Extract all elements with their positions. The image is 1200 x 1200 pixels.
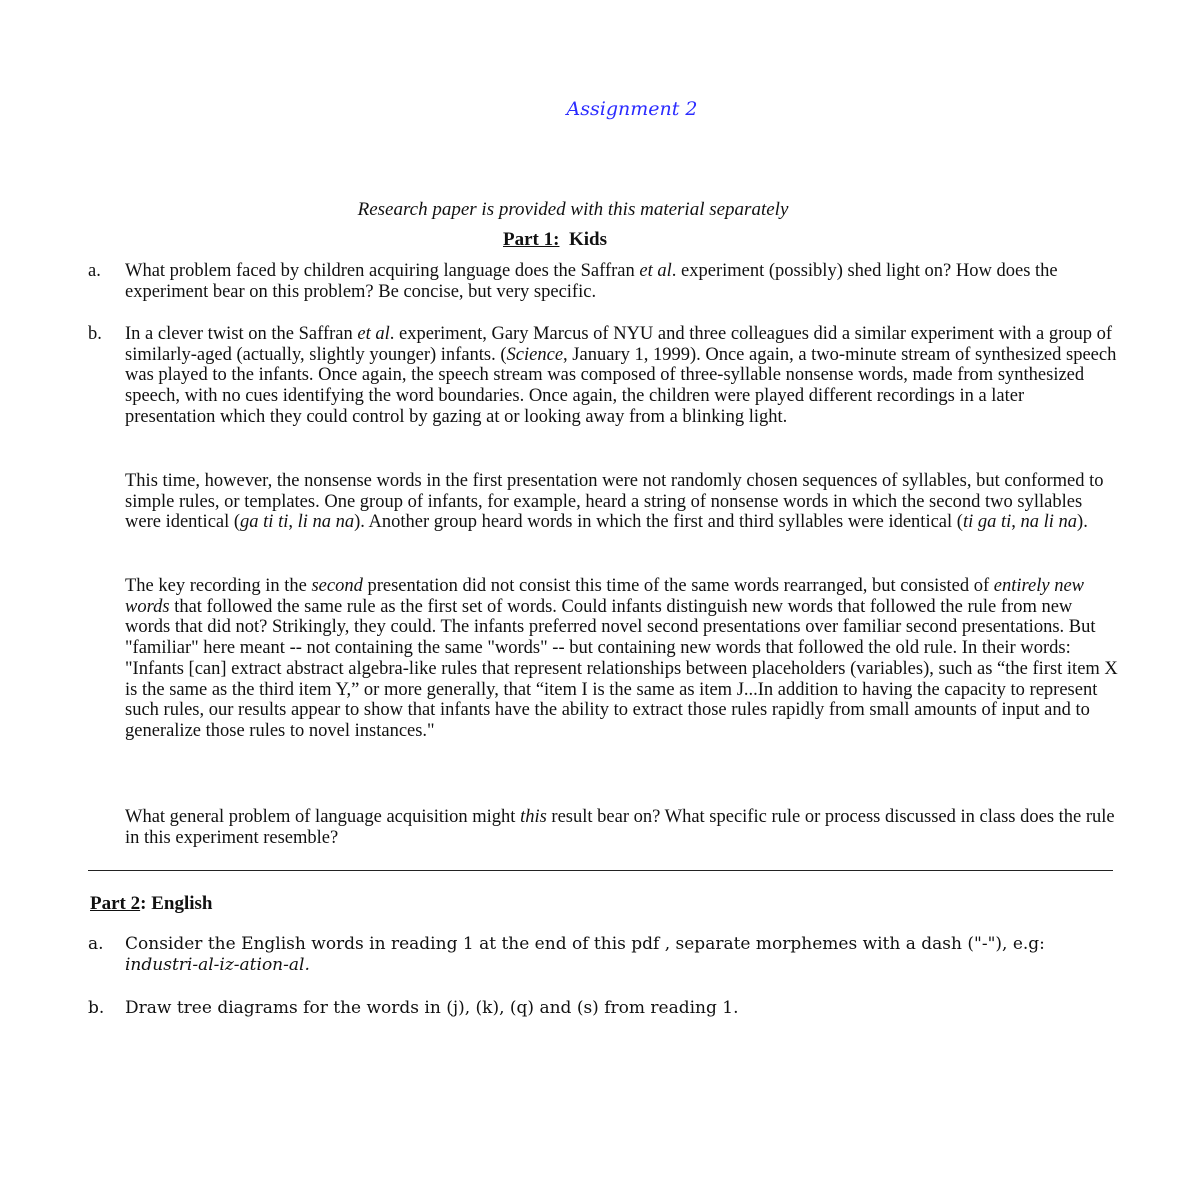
part2-name: : English [140,893,213,914]
paragraph-key-recording: The key recording in the second presentation did not consist this time of the same words rearranged, but consisted of entirely new words that followed the same rule as the first set of words. Could infants distinguish new words that followed the rule from new words that did not? Strikingly, they could. The infants preferred novel second presentations over familiar second presentations. But "familiar" here meant -- not containing the same "words" -- but containing new words that followed the old rule. In their words: "Infants [can] extract abstract algebra-like rules that represent relationships between placeholders (variables), such as “the first item X is the same as the third item Y,” or more generally, that “item I is the same as item J...In addition to having the capacity to represent such rules, our results appear to show that infants have the ability to extract those rules rapidly from small amounts of input and to generalize those rules to novel instances." [125,576,1118,741]
part1-name: Kids [568,229,607,250]
question-1a-text: What problem faced by children acquiring language does the Saffran et al. experiment (possibly) shed light on? How does the experiment bear on this problem? Be concise, but very specific. [125,261,1058,302]
paragraph-templates: This time, however, the nonsense words in the first presentation were not randomly chosen sequences of syllables, but conformed to simple rules, or templates. One group of infants, for example, heard a string of nonsense words in which the second two syllables were identical (ga ti ti, li na na). Another group heard words in which the first and third syllables were identical (ti ga ti, na li na). [125,471,1104,533]
part2-heading [90,893,212,915]
paragraph-question: What general problem of language acquisition might this result bear on? What specific rule or process discussed in class does the rule in this experiment resemble? [125,807,1115,848]
part1-label: Part 1: [503,229,560,250]
subtitle-note: Research paper is provided with this material separately [357,199,789,220]
question-2b-marker: b. [88,998,105,1018]
section-divider [88,870,1113,871]
question-1b [88,324,1118,428]
question-1a [88,261,1118,302]
question-2b-text: Draw tree diagrams for the words in (j), (k), (q) and (s) from reading 1. [125,998,739,1018]
question-2a-marker: a. [88,934,104,954]
part1-heading [0,229,1110,251]
question-2b [88,998,1118,1019]
assignment-title: Assignment 2 [566,98,698,120]
question-1a-marker: a. [88,261,101,281]
part2-label: Part 2 [90,893,141,914]
question-1b-marker: b. [88,324,102,344]
question-2a [88,934,1118,976]
question-1b-text: In a clever twist on the Saffran et al. experiment, Gary Marcus of NYU and three colleagues did a similar experiment with a group of similarly-aged (actually, slightly younger) infants. (Science, January 1, 1999). Once again, a two-minute stream of synthesized speech was played to the infants. Once again, the speech stream was composed of three-syllable nonsense words, made from synthesized speech, with no cues identifying the word boundaries. Once again, the children were played different recordings in a later presentation which they could control by gazing at or looking away from a blinking light. [125,324,1117,427]
question-2a-text: Consider the English words in reading 1 at the end of this pdf , separate morphemes with a dash ("-"), e.g: industri-al-iz-ation-al. [125,934,1045,975]
